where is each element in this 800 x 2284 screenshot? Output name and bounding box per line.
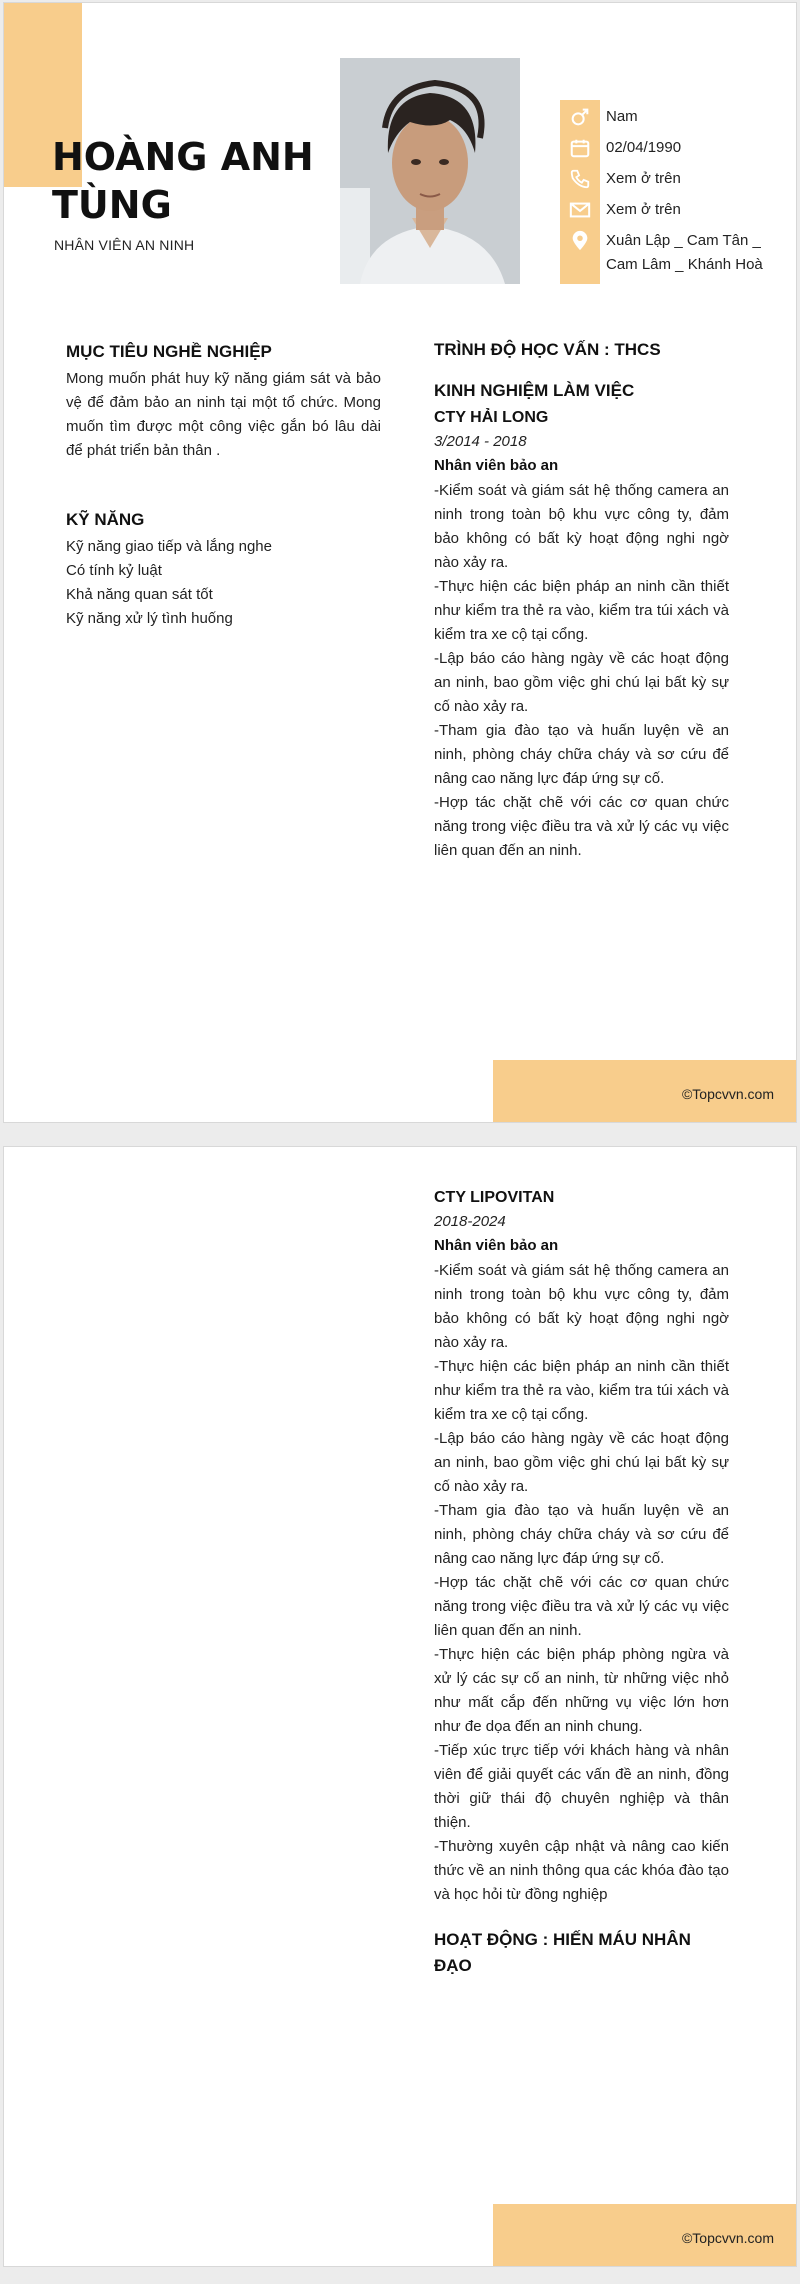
experience-title: KINH NGHIỆM LÀM VIỆC — [434, 381, 635, 400]
candidate-name — [52, 133, 342, 229]
duty-item: -Hợp tác chặt chẽ với các cơ quan chức năng trong việc điều tra và xử lý các vụ việc liên quan đến an ninh. — [434, 1574, 729, 1639]
duty-item: -Thực hiện các biện pháp an ninh cần thiết như kiểm tra thẻ ra vào, kiểm tra túi xách và kiểm tra xe cộ tại cổng. — [434, 1358, 729, 1423]
contact-email: Xem ở trên — [606, 201, 681, 218]
skill-item: Có tính kỷ luật — [66, 562, 162, 579]
job-period: 3/2014 - 2018 — [434, 433, 527, 450]
location-icon — [568, 229, 592, 253]
job-company: CTY HẢI LONG — [434, 409, 549, 426]
activities-title — [434, 1927, 734, 1979]
profile-photo — [340, 58, 520, 284]
job-period: 2018-2024 — [434, 1213, 506, 1230]
name-line-2: TÙNG — [52, 183, 172, 227]
skills-title: KỸ NĂNG — [66, 510, 145, 529]
email-icon — [568, 198, 592, 222]
job-role: Nhân viên bảo an — [434, 1237, 559, 1254]
skill-item: Kỹ năng giao tiếp và lắng nghe — [66, 538, 272, 555]
calendar-icon — [568, 136, 592, 160]
duty-item: -Tiếp xúc trực tiếp với khách hàng và nhân viên để giải quyết các vấn đề an ninh, đồng thời giữ thái độ chuyên nghiệp và thân thiện. — [434, 1742, 729, 1831]
job-title: NHÂN VIÊN AN NINH — [54, 237, 195, 253]
phone-icon — [568, 167, 592, 191]
contact-gender: Nam — [606, 108, 638, 125]
cv-page-2 — [3, 1146, 797, 2267]
cv-page-1 — [3, 2, 797, 1123]
footer-brand: ©Topcvvn.com — [681, 2230, 774, 2246]
job-duties — [434, 479, 729, 863]
job-duties — [434, 1259, 729, 1907]
contact-phone: Xem ở trên — [606, 170, 681, 187]
duty-item: -Thực hiện các biện pháp an ninh cần thiết như kiểm tra thẻ ra vào, kiểm tra túi xách và kiểm tra xe cộ tại cổng. — [434, 578, 729, 643]
duty-item: -Kiểm soát và giám sát hệ thống camera an ninh trong toàn bộ khu vực công ty, đảm bảo không có bất kỳ hoạt động nghi ngờ nào xảy ra. — [434, 482, 729, 571]
duty-item: -Lập báo cáo hàng ngày về các hoạt động an ninh, bao gồm việc ghi chú lại bất kỳ sự cố nào xảy ra. — [434, 1430, 729, 1495]
skill-item: Kỹ năng xử lý tình huống — [66, 610, 233, 627]
footer-brand: ©Topcvvn.com — [681, 1086, 774, 1102]
gender-icon — [568, 105, 592, 129]
name-line-1: HOÀNG ANH — [52, 135, 314, 179]
duty-item: -Thường xuyên cập nhật và nâng cao kiến thức về an ninh thông qua các khóa đào tạo và học hỏi từ đồng nghiệp — [434, 1838, 729, 1903]
contact-address: Xuân Lập _ Cam Tân _ Cam Lâm _ Khánh Hoà — [606, 232, 763, 273]
contact-birthday: 02/04/1990 — [606, 139, 682, 156]
duty-item: -Lập báo cáo hàng ngày về các hoạt động an ninh, bao gồm việc ghi chú lại bất kỳ sự cố nào xảy ra. — [434, 650, 729, 715]
duty-item: -Hợp tác chặt chẽ với các cơ quan chức năng trong việc điều tra và xử lý các vụ việc liên quan đến an ninh. — [434, 794, 729, 859]
objective-text: Mong muốn phát huy kỹ năng giám sát và bảo vệ để đảm bảo an ninh tại một tổ chức. Mong muốn tìm được một công việc gắn bó lâu dài để phát triển bản thân . — [66, 370, 381, 459]
duty-item: -Kiểm soát và giám sát hệ thống camera an ninh trong toàn bộ khu vực công ty, đảm bảo không có bất kỳ hoạt động nghi ngờ nào xảy ra. — [434, 1262, 729, 1351]
education-title: TRÌNH ĐỘ HỌC VẤN : THCS — [434, 340, 661, 359]
job-role: Nhân viên bảo an — [434, 457, 559, 474]
activities-title-line-1: HOẠT ĐỘNG : HIẾN MÁU NHÂN — [434, 1930, 691, 1949]
duty-item: -Tham gia đào tạo và huấn luyện về an ninh, phòng cháy chữa cháy và sơ cứu để nâng cao năng lực đáp ứng sự cố. — [434, 722, 729, 787]
activities-title-line-2: ĐẠO — [434, 1956, 472, 1975]
objective-title: MỤC TIÊU NGHỀ NGHIỆP — [66, 342, 272, 361]
job-company: CTY LIPOVITAN — [434, 1189, 555, 1206]
duty-item: -Tham gia đào tạo và huấn luyện về an ninh, phòng cháy chữa cháy và sơ cứu để nâng cao năng lực đáp ứng sự cố. — [434, 1502, 729, 1567]
skill-item: Khả năng quan sát tốt — [66, 586, 213, 603]
duty-item: -Thực hiện các biện pháp phòng ngừa và xử lý các sự cố an ninh, từ những việc nhỏ như mất cắp đến những vụ việc lớn hơn như đe dọa đến an ninh chung. — [434, 1646, 729, 1735]
